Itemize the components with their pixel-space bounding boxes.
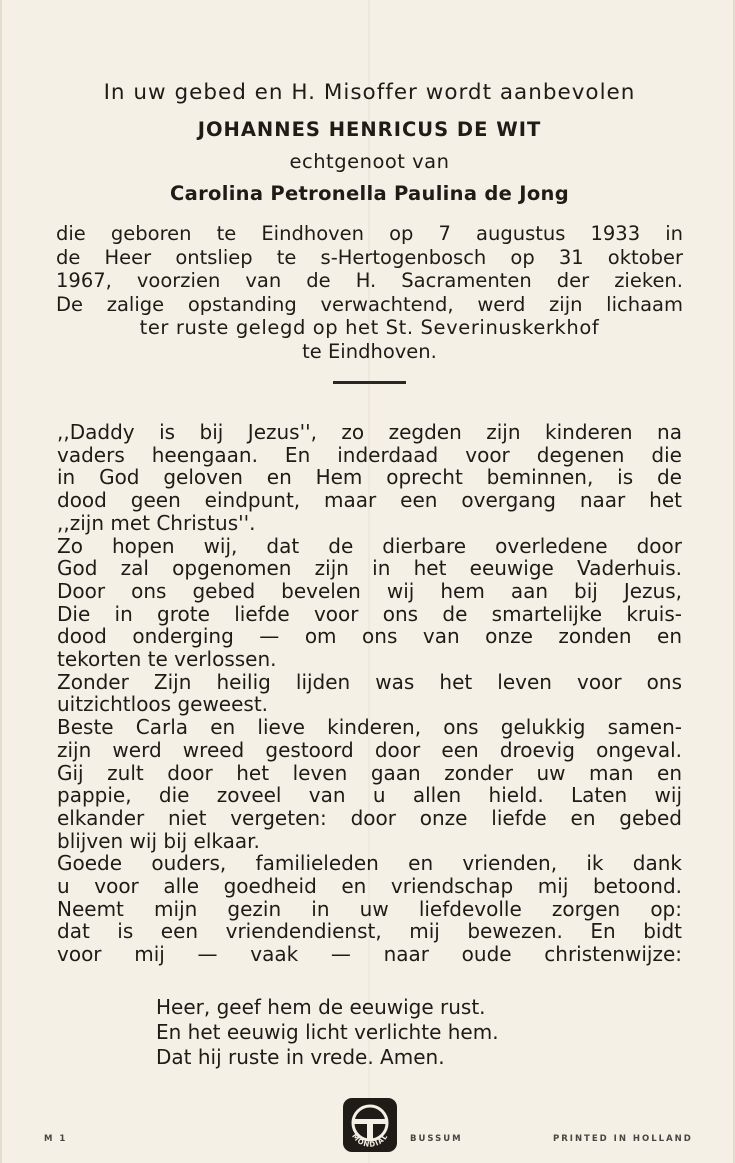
body-line: dat is een vriendendienst, mij bewezen. En bidt xyxy=(57,919,682,944)
body-line: dood geen eindpunt, maar een overgang naar het xyxy=(57,488,682,513)
body-line: ,,Daddy is bij Jezus'', zo zegden zijn kinderen na xyxy=(57,420,682,444)
body-line: zijn werd wreed gestoord door een droevig ongeval. xyxy=(57,737,682,762)
message-body xyxy=(57,421,682,966)
bio-line: De zalige opstanding verwachtend, werd zijn lichaam xyxy=(56,292,683,316)
body-line: ,,zijn met Christus''. xyxy=(57,510,256,535)
deceased-name: JOHANNES HENRICUS DE WIT xyxy=(197,118,542,141)
spouse-intro: echtgenoot van xyxy=(289,150,450,173)
logo-text: MONDIAL xyxy=(350,1132,390,1150)
biography xyxy=(56,222,683,363)
publisher-city: BUSSUM xyxy=(410,1134,463,1144)
body-line: Die in grote liefde voor ons de smartelijke kruis- xyxy=(57,601,682,626)
body-line: blijven wij bij elkaar. xyxy=(57,828,260,853)
print-code: M 1 xyxy=(44,1134,68,1144)
body-line: vaders heengaan. En inderdaad voor degenen die xyxy=(57,442,682,467)
body-line: pappie, die zoveel van u allen hield. Laten wij xyxy=(57,783,682,808)
body-line: elkander niet vergeten: door onze liefde en gebed xyxy=(57,805,682,830)
bio-line: die geboren te Eindhoven op 7 augustus 1933 in xyxy=(56,222,683,245)
prayer-line: Heer, geef hem de eeuwige rust. xyxy=(156,995,486,1019)
body-line: voor mij — vaak — naar oude christenwijze: xyxy=(57,942,682,967)
prayer-line: Dat hij ruste in vrede. Amen. xyxy=(156,1045,445,1069)
bio-line: 1967, voorzien van de H. Sacramenten der zieken. xyxy=(56,269,683,292)
body-line: tekorten te verlossen. xyxy=(57,647,277,672)
body-line: in God geloven en Hem oprecht beminnen, is de xyxy=(57,465,682,490)
divider xyxy=(333,381,406,384)
body-line: Gij zult door het leven gaan zonder uw man en xyxy=(57,760,682,785)
bio-line: de Heer ontsliep te s-Hertogenbosch op 31 oktober xyxy=(56,245,683,269)
bio-line: te Eindhoven. xyxy=(302,339,437,363)
body-line: Goede ouders, familieleden en vrienden, ik dank xyxy=(57,851,682,876)
intro-line: In uw gebed en H. Misoffer wordt aanbevolen xyxy=(103,80,636,105)
prayer-line: En het eeuwig licht verlichte hem. xyxy=(156,1020,499,1044)
body-line: Neemt mijn gezin in uw liefdevolle zorgen op: xyxy=(57,896,682,921)
publisher-logo xyxy=(342,1097,398,1153)
body-line: u voor alle goedheid en vriendschap mij betoond. xyxy=(57,874,682,899)
spouse-name: Carolina Petronella Paulina de Jong xyxy=(170,182,569,205)
body-line: Zonder Zijn heilig lijden was het leven voor ons xyxy=(57,669,682,694)
closing-prayer xyxy=(156,995,499,1070)
body-line: Zo hopen wij, dat de dierbare overledene door xyxy=(57,533,682,558)
printed-in: PRINTED IN HOLLAND xyxy=(553,1134,693,1144)
body-line: Door ons gebed bevelen wij hem aan bij Jezus, xyxy=(57,578,682,603)
body-line: dood onderging — om ons van onze zonden en xyxy=(57,624,682,649)
body-line: God zal opgenomen zijn in het eeuwige Vaderhuis. xyxy=(57,556,682,581)
body-line: uitzichtloos geweest. xyxy=(57,692,269,717)
body-line: Beste Carla en lieve kinderen, ons gelukkig samen- xyxy=(57,715,682,740)
bio-line: ter ruste gelegd op het St. Severinuskerkhof xyxy=(139,316,600,339)
